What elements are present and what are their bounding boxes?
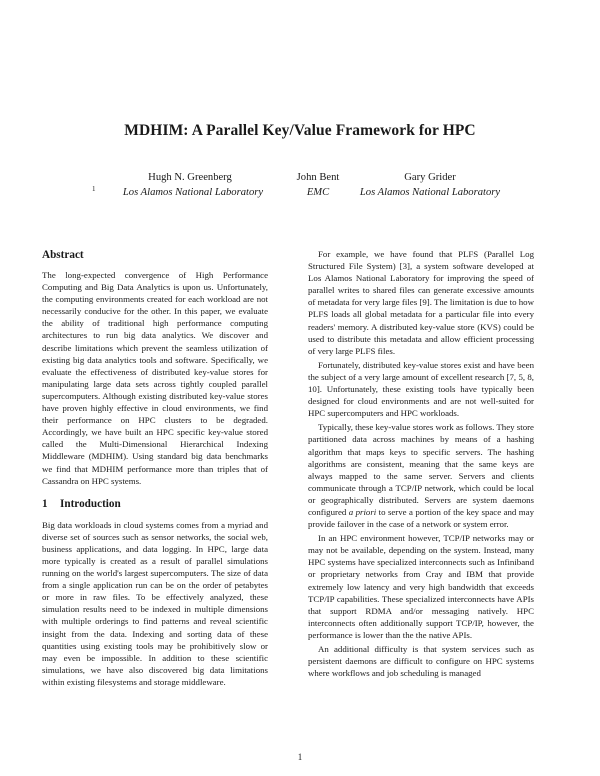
introduction-paragraph: Big data workloads in cloud systems comes from a myriad and diverse set of sources such as sensor networks, the social web, business applications, and data logging. In HPC, large data more typically is created as a result of parallel simulations running on the world's largest supercomputers. The size of data from a single application run can be on the order of petabytes or more in raw files. To be effectively analyzed, these simulation results need to be indexed in multiple dimensions with multiple orderings to find patterns and reveal scientific insight from the data. Indexing and sorting data of these quantities using existing tools may be prohibitively slow or may even be impossible. In addition to these scientific simulations, we have also discovered big data limitations within existing filesystems and storage middleware. bbox=[42, 519, 268, 687]
section-number: 1 bbox=[42, 497, 48, 510]
paragraph-text: to serve a portion of the key space and may provide failover in the case of a network or system error. bbox=[308, 506, 534, 530]
body-paragraph-plfs: For example, we have found that PLFS (Parallel Log Structured File System) [3], a system software developed at Los Alamos National Laboratory for improving the speed of parallel writes to shared files can generate excessive amounts of metadata for very large files [9]. The limitation is due to how PLFS loads all global metadata for a particular file into every readers' memory. A distributed key-value store (KVS) could be used to distribute this metadata and allow efficient processing of very large PLFS files. bbox=[308, 249, 534, 356]
italic-term: a priori bbox=[348, 506, 377, 517]
page-number: 1 bbox=[297, 752, 303, 762]
author-affiliation: EMC bbox=[306, 187, 330, 198]
author-name: John Bent bbox=[296, 172, 340, 183]
body-paragraph-daemons: An additional difficulty is that system services such as persistent daemons are difficult to configure on HPC systems where workflows and job scheduling is managed bbox=[308, 644, 534, 679]
author-name: Hugh N. Greenberg bbox=[148, 172, 232, 183]
author-affiliation: Los Alamos National Laboratory bbox=[359, 187, 501, 198]
right-column bbox=[308, 248, 534, 681]
affiliation-marker: 1 bbox=[92, 185, 96, 193]
affiliation-text: Los Alamos National Laboratory bbox=[122, 187, 264, 198]
body-paragraph-hpc-network: In an HPC environment however, TCP/IP networks may or may not be available, depending on the system. Instead, many HPC systems have specialized interconnects such as Infiniband or proprietary networks from Cray and IBM that provide extremely low latency and very high bandwidth that exceeds TCP/IP capabilities. These specialized interconnects have APIs that support RDMA and/or messaging natively. HPC interconnects often additionally support TCP/IP, however, the performance is lower than the the native APIs. bbox=[308, 533, 534, 640]
left-column bbox=[42, 248, 268, 688]
abstract-text: The long-expected convergence of High Performance Computing and Big Data Analytics is upon us. Unfortunately, the computing environments created for each workload are not necessarily conducive for the other. In this paper, we evaluate the ability of traditional high performance computing architectures to run big data analytics. We discover and describe limitations which prevent the seamless utilization of existing big data analytics tools and software. Specifically, we evaluate the effectiveness of distributed key-value stores for manipulating large data sets across tightly coupled parallel supercomputers. Although existing distributed key-value stores have proven highly effective in cloud environments, we find their performance on HPC clusters to be degraded. Accordingly, we have built an HPC specific key-value stored called the Multi-Dimensional Hierarchical Indexing Middleware (MDHIM). Using standard big data benchmarks we find that MDHIM performance more than triples that of Cassandra on HPC systems. bbox=[42, 270, 268, 486]
body-paragraph-kvs: Fortunately, distributed key-value stores exist and have been the subject of a very large amount of excellent research [7, 5, 8, 10]. Unfortunately, these existing tools have typically been designed for cloud environments and are not well-suited for HPC supercomputers and HPC workloads. bbox=[308, 359, 534, 419]
abstract-heading: Abstract bbox=[42, 249, 84, 261]
body-paragraph-hashing bbox=[308, 421, 534, 530]
paragraph-text: Typically, these key-value stores work as follows. They store partitioned data across machines by means of a hashing algorithm that maps keys to specific servers. The hashing algorithms are consistent, meaning that the same keys are always mapped to the same server. Servers and clients communicate through a TCP/IP network, which could be local or geographically distributed. Servers are system daemons configured bbox=[308, 422, 534, 517]
introduction-heading bbox=[42, 497, 268, 511]
paper-title: MDHIM: A Parallel Key/Value Framework for HPC bbox=[124, 122, 476, 139]
author-block-3 bbox=[340, 170, 520, 200]
author-name: Gary Grider bbox=[404, 172, 456, 183]
section-title: Introduction bbox=[60, 497, 121, 510]
